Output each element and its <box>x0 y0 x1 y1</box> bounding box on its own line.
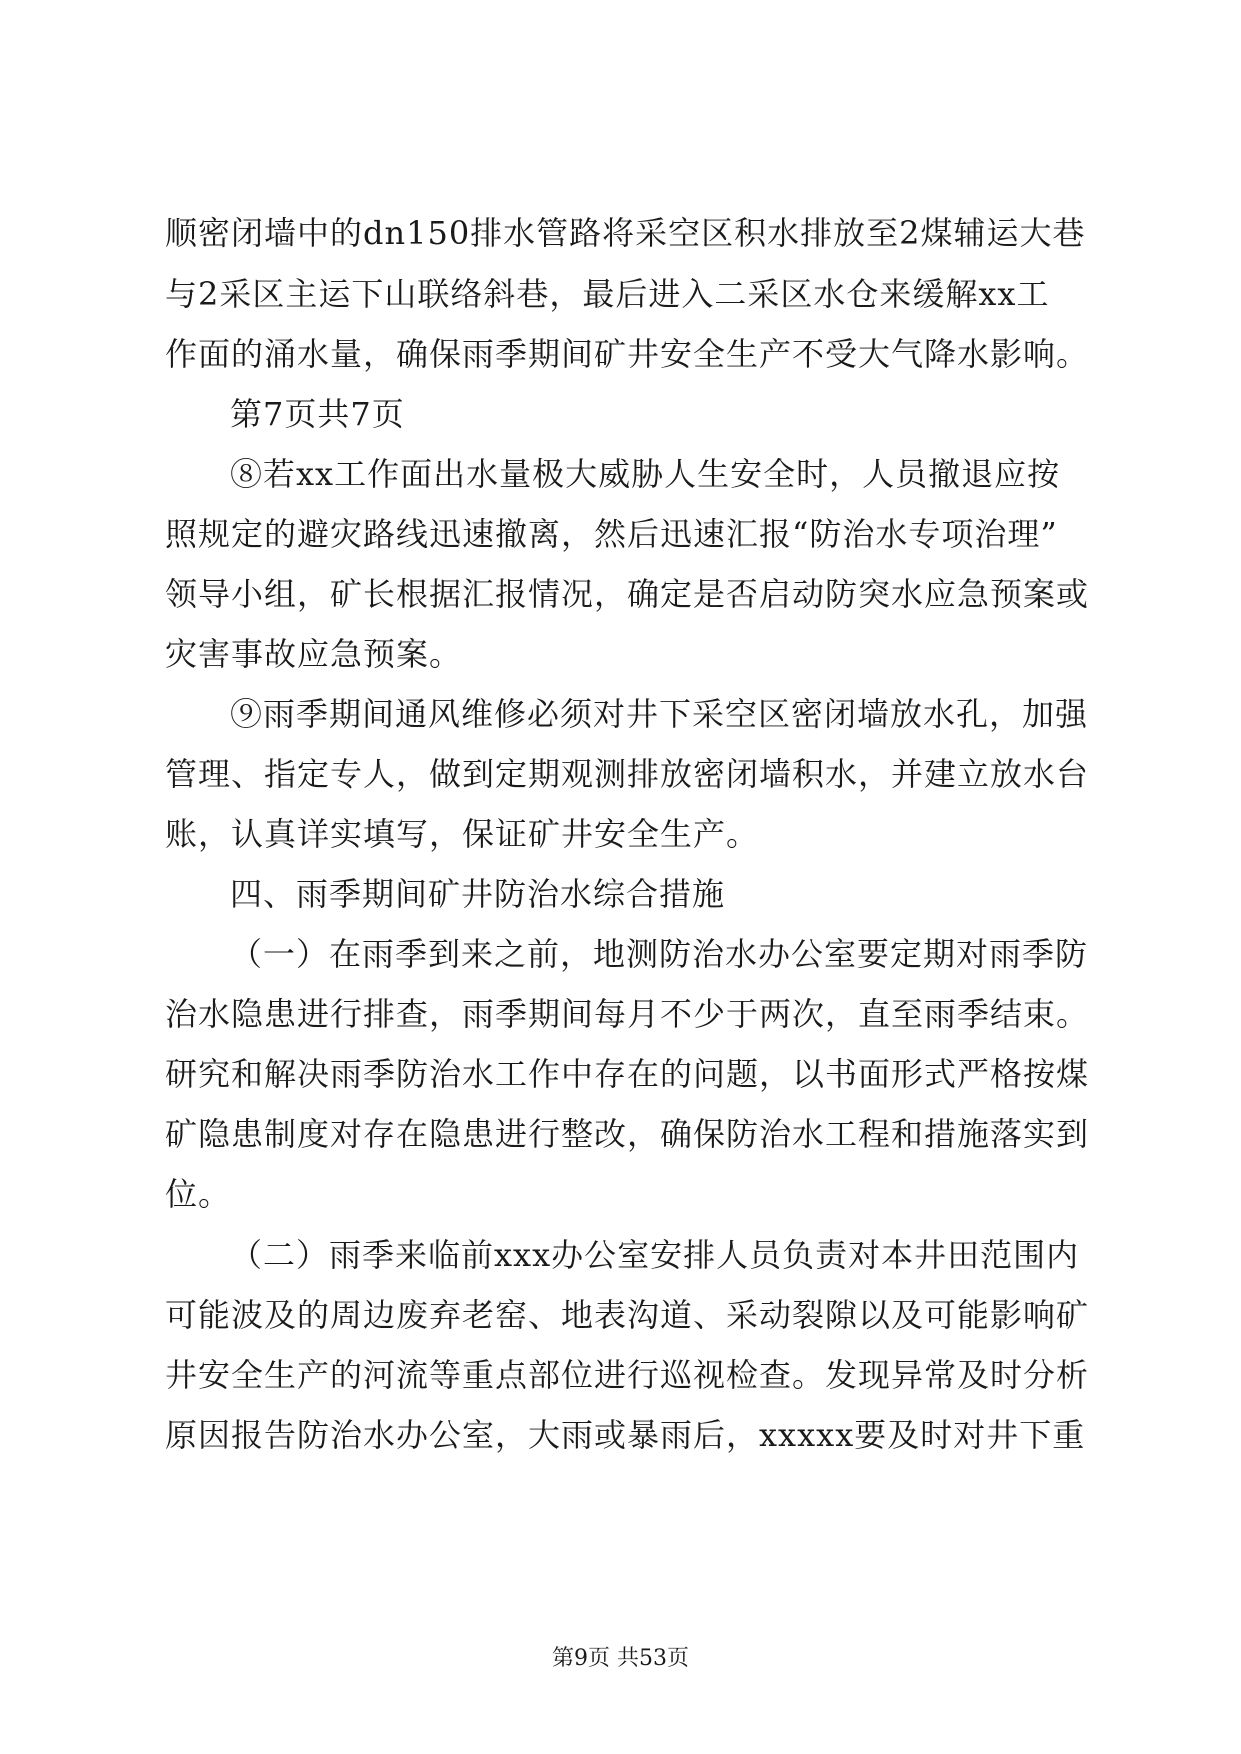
body-line-21: 原因报告防治水办公室，大雨或暴雨后，xxxxx要及时对井下重 <box>165 1416 1086 1454</box>
body-line-2: 与2采区主运下山联络斜巷，最后进入二采区水仓来缓解xx工 <box>165 275 1050 313</box>
section-heading: 四、雨季期间矿井防治水综合措施 <box>230 875 726 913</box>
body-line-8: 灾害事故应急预案。 <box>165 635 463 673</box>
body-line-16: 矿隐患制度对存在隐患进行整改，确保防治水工程和措施落实到 <box>165 1115 1090 1153</box>
body-line-5: ⑧若xx工作面出水量极大威胁人生安全时，人员撤退应按 <box>230 455 1061 493</box>
body-line-14: 治水隐患进行排查，雨季期间每月不少于两次，直至雨季结束。 <box>165 995 1090 1033</box>
body-line-9: ⑨雨季期间通风维修必须对井下采空区密闭墙放水孔，加强 <box>230 695 1089 733</box>
body-line-11: 账，认真详实填写，保证矿井安全生产。 <box>165 815 760 853</box>
body-line-18: （二）雨季来临前xxx办公室安排人员负责对本井田范围内 <box>230 1236 1080 1274</box>
body-line-15: 研究和解决雨季防治水工作中存在的问题，以书面形式严格按煤 <box>165 1055 1090 1093</box>
inline-page-marker: 第7页共7页 <box>230 395 405 433</box>
page-footer: 第9页 共53页 <box>552 1646 689 1671</box>
body-line-19: 可能波及的周边废弃老窑、地表沟道、采动裂隙以及可能影响矿 <box>165 1296 1090 1334</box>
body-line-7: 领导小组，矿长根据汇报情况，确定是否启动防突水应急预案或 <box>165 575 1090 613</box>
body-line-3: 作面的涌水量，确保雨季期间矿井安全生产不受大气降水影响。 <box>165 335 1090 373</box>
body-line-6: 照规定的避灾路线迅速撤离，然后迅速汇报“防治水专项治理” <box>165 515 1058 553</box>
body-line-20: 井安全生产的河流等重点部位进行巡视检查。发现异常及时分析 <box>165 1356 1090 1394</box>
body-line-13: （一）在雨季到来之前，地测防治水办公室要定期对雨季防 <box>230 935 1089 973</box>
body-line-1: 顺密闭墙中的dn150排水管路将采空区积水排放至2煤辅运大巷 <box>165 214 1086 252</box>
body-line-17: 位。 <box>165 1175 232 1213</box>
body-line-10: 管理、指定专人，做到定期观测排放密闭墙积水，并建立放水台 <box>165 755 1090 793</box>
